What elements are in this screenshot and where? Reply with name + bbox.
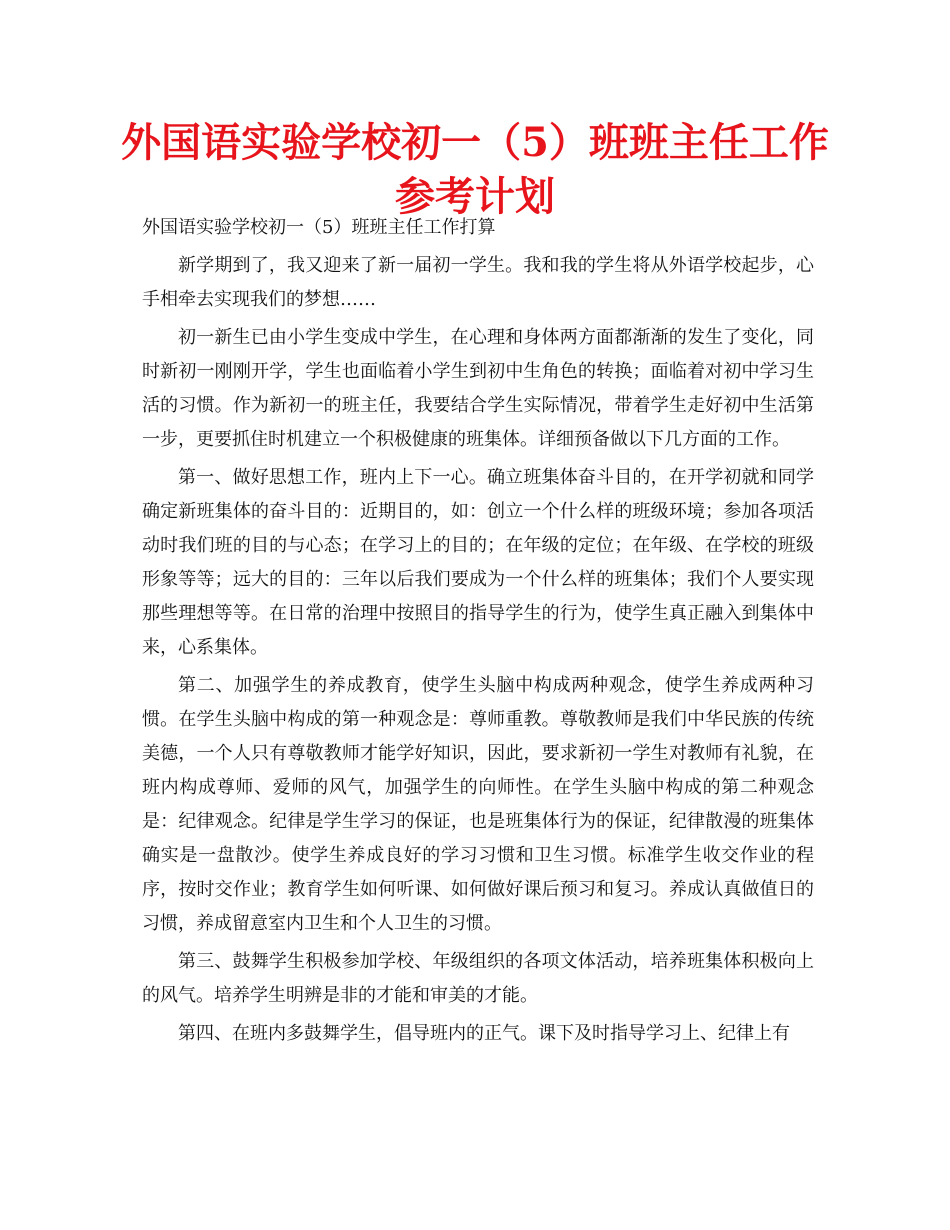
paragraph-background: 初一新生已由小学生变成中学生，在心理和身体两方面都渐渐的发生了变化，同时新初一刚刚开学，学生也面临着小学生到初中生角色的转换；面临着对初中学习生活的习惯。作为新初一的班主任，我要结合学生实际情况，带着学生走好初中生活第一步，更要抓住时机建立一个积极健康的班集体。详细预备做以下几方面的工作。 [142, 327, 814, 450]
paragraph-point-two: 第二、加强学生的养成教育，使学生头脑中构成两种观念，使学生养成两种习惯。在学生头脑中构成的第一种观念是：尊师重教。尊敬教师是我们中华民族的传统美德，一个人只有尊敬教师才能学好知识，因此，要求新初一学生对教师有礼貌，在班内构成尊师、爱师的风气，加强学生的向师性。在学生头脑中构成的第二种观念是：纪律观念。纪律是学生学习的保证，也是班集体行为的保证，纪律散漫的班集体确实是一盘散沙。使学生养成良好的学习习惯和卫生习惯。标准学生收交作业的程序，按时交作业；教育学生如何听课、如何做好课后预习和复习。养成认真做值日的习惯，养成留意室内卫生和个人卫生的习惯。 [142, 675, 814, 934]
document-subtitle: 外国语实验学校初一（5）班班主任工作打算 [142, 217, 496, 238]
paragraph-point-four: 第四、在班内多鼓舞学生，倡导班内的正气。课下及时指导学习上、纪律上有 [178, 1023, 790, 1044]
paragraph-intro: 新学期到了，我又迎来了新一届初一学生。我和我的学生将从外语学校起步，心手相牵去实现我们的梦想…… [142, 255, 814, 310]
paragraph-point-three: 第三、鼓舞学生积极参加学校、年级组织的各项文体活动，培养班集体积极向上的风气。培养学生明辨是非的才能和审美的才能。 [142, 951, 814, 1006]
paragraph-point-one: 第一、做好思想工作，班内上下一心。确立班集体奋斗目的，在开学初就和同学确定新班集体的奋斗目的：近期目的，如：创立一个什么样的班级环境；参加各项活动时我们班的目的与心态；在学习上的目的；在年级的定位；在年级、在学校的班级形象等等；远大的目的：三年以后我们要成为一个什么样的班集体；我们个人要实现那些理想等等。在日常的治理中按照目的指导学生的行为，使学生真正融入到集体中来，心系集体。 [142, 467, 814, 658]
document-body [142, 211, 814, 1051]
document-title: 外国语实验学校初一（5）班班主任工作参考计划 [121, 119, 829, 220]
